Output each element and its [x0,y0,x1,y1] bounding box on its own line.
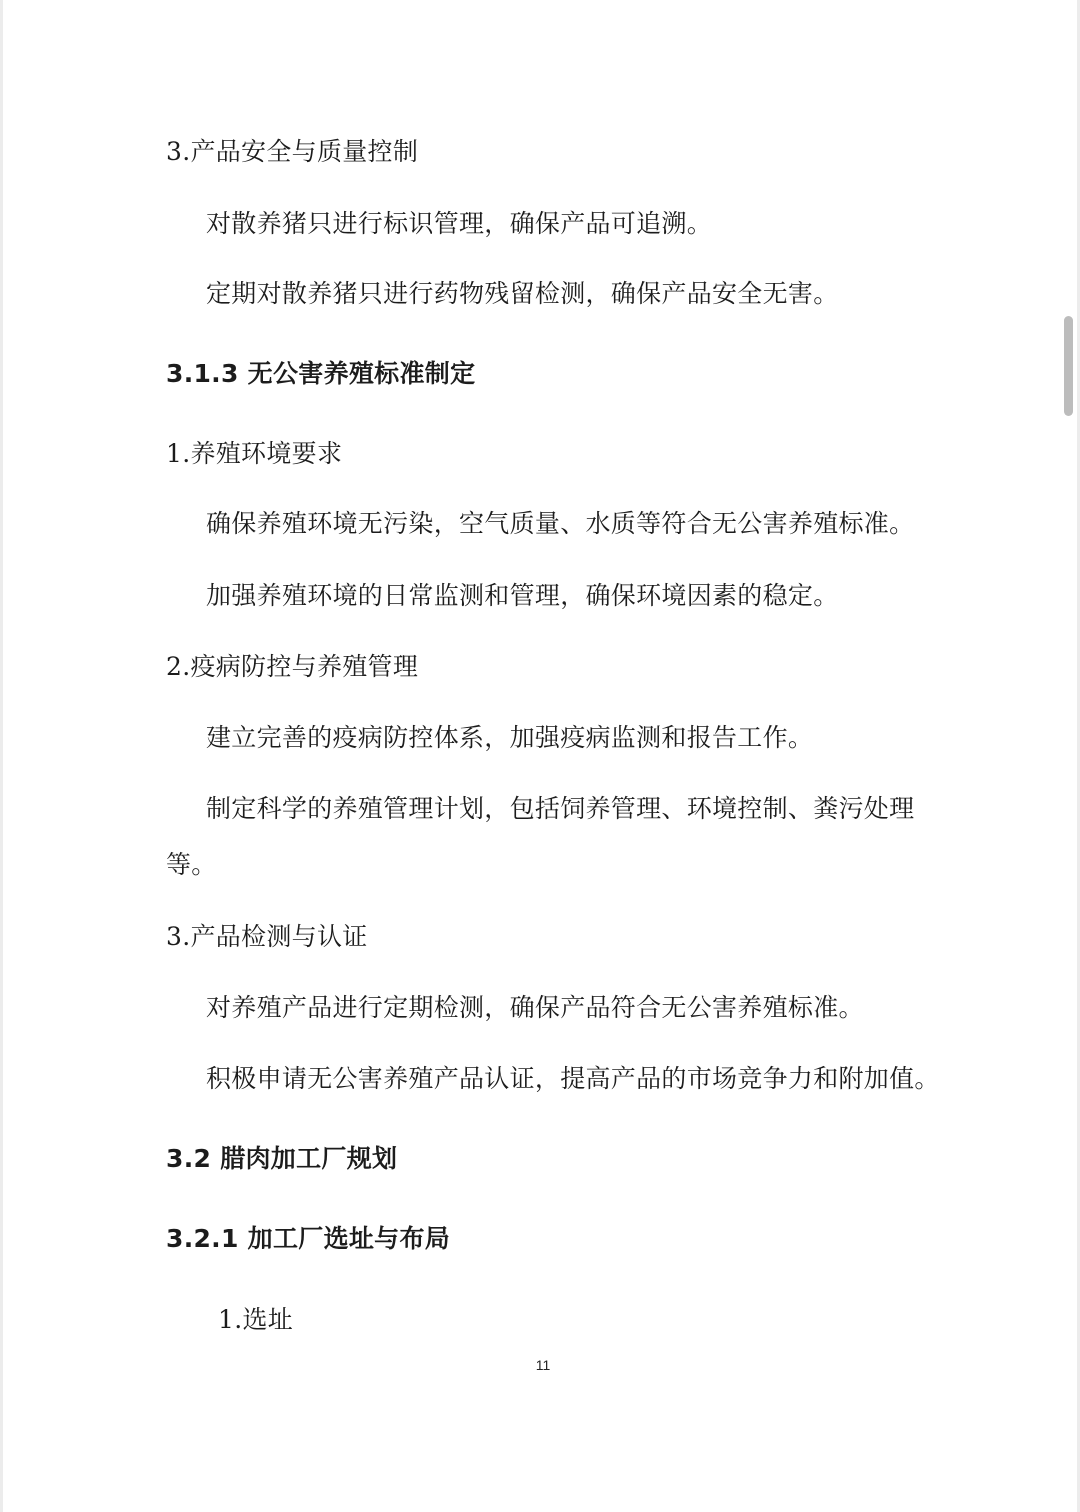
paragraph: 确保养殖环境无污染，空气质量、水质等符合无公害养殖标准。 [206,509,915,538]
scrollbar-thumb[interactable] [1064,316,1073,416]
list-heading: 2.疫病防控与养殖管理 [166,652,419,681]
paragraph: 积极申请无公害养殖产品认证，提高产品的市场竞争力和附加值。 [206,1064,940,1093]
list-heading: 3.产品安全与质量控制 [166,137,419,166]
section-heading: 3.2 腊肉加工厂规划 [166,1144,398,1173]
list-heading: 1.选址 [218,1305,294,1334]
paragraph: 对散养猪只进行标识管理，确保产品可追溯。 [206,209,713,238]
paragraph: 定期对散养猪只进行药物残留检测，确保产品安全无害。 [206,279,839,308]
paragraph: 对养殖产品进行定期检测，确保产品符合无公害养殖标准。 [206,993,864,1022]
subsection-heading: 3.2.1 加工厂选址与布局 [166,1224,451,1253]
scrollbar-track[interactable] [1062,0,1075,1512]
paragraph: 加强养殖环境的日常监测和管理，确保环境因素的稳定。 [206,581,839,610]
page-number: 11 [535,1357,551,1373]
list-heading: 1.养殖环境要求 [166,439,343,468]
paragraph: 建立完善的疫病防控体系，加强疫病监测和报告工作。 [206,723,814,752]
section-heading: 3.1.3 无公害养殖标准制定 [166,359,476,388]
paragraph: 制定科学的养殖管理计划，包括饲养管理、环境控制、粪污处理 [206,794,915,823]
list-heading: 3.产品检测与认证 [166,922,368,951]
paragraph-continuation: 等。 [166,850,217,879]
